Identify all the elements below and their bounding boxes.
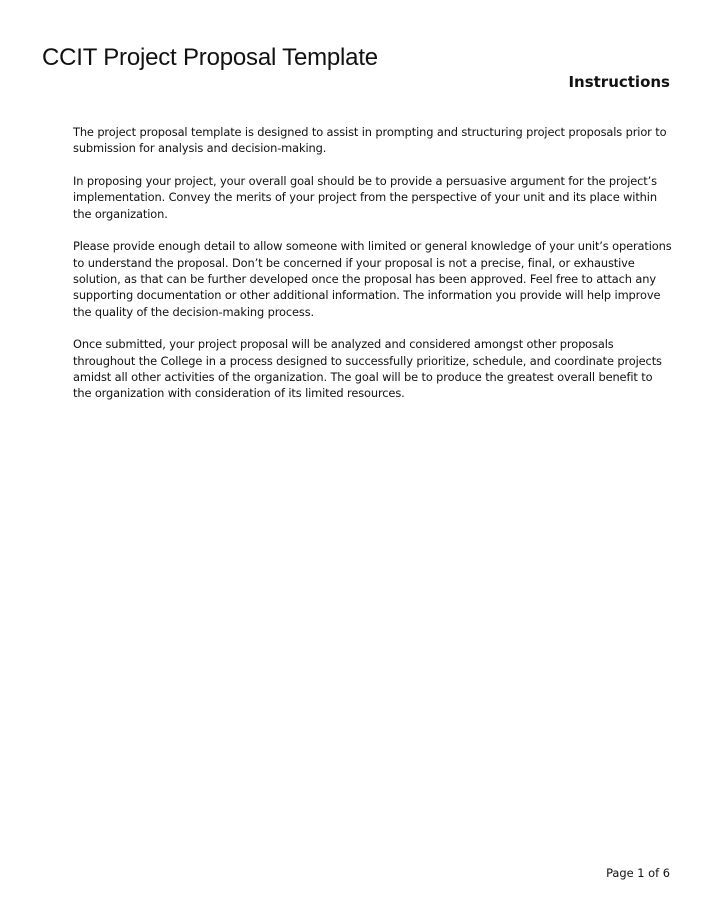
instructions-body (73, 124, 673, 418)
section-heading-instructions: Instructions (568, 73, 670, 91)
paragraph-goal: In proposing your project, your overall goal should be to provide a persuasive argument for the project’s implementation. Convey the merits of your project from the perspective of your unit and its place within the organization. (73, 174, 657, 221)
paragraph-purpose: The project proposal template is designed to assist in prompting and structuring project proposals prior to submission for analysis and decision-making. (73, 125, 667, 156)
paragraph-submission: Once submitted, your project proposal will be analyzed and considered amongst other proposals throughout the College in a process designed to successfully prioritize, schedule, and coordinate projects amidst all other activities of the organization. The goal will be to produce the greatest overall benefit to the organization with consideration of its limited resources. (73, 337, 662, 401)
page-number: Page 1 of 6 (606, 866, 670, 880)
paragraph-detail: Please provide enough detail to allow someone with limited or general knowledge of your unit’s operations to understand the proposal. Don’t be concerned if your proposal is not a precise, final, or exhaustive solution, as that can be further developed once the proposal has been approved. Feel free to attach any supporting documentation or other additional information. The information you provide will help improve the quality of the decision-making process. (73, 239, 672, 319)
document-title: CCIT Project Proposal Template (42, 44, 378, 71)
